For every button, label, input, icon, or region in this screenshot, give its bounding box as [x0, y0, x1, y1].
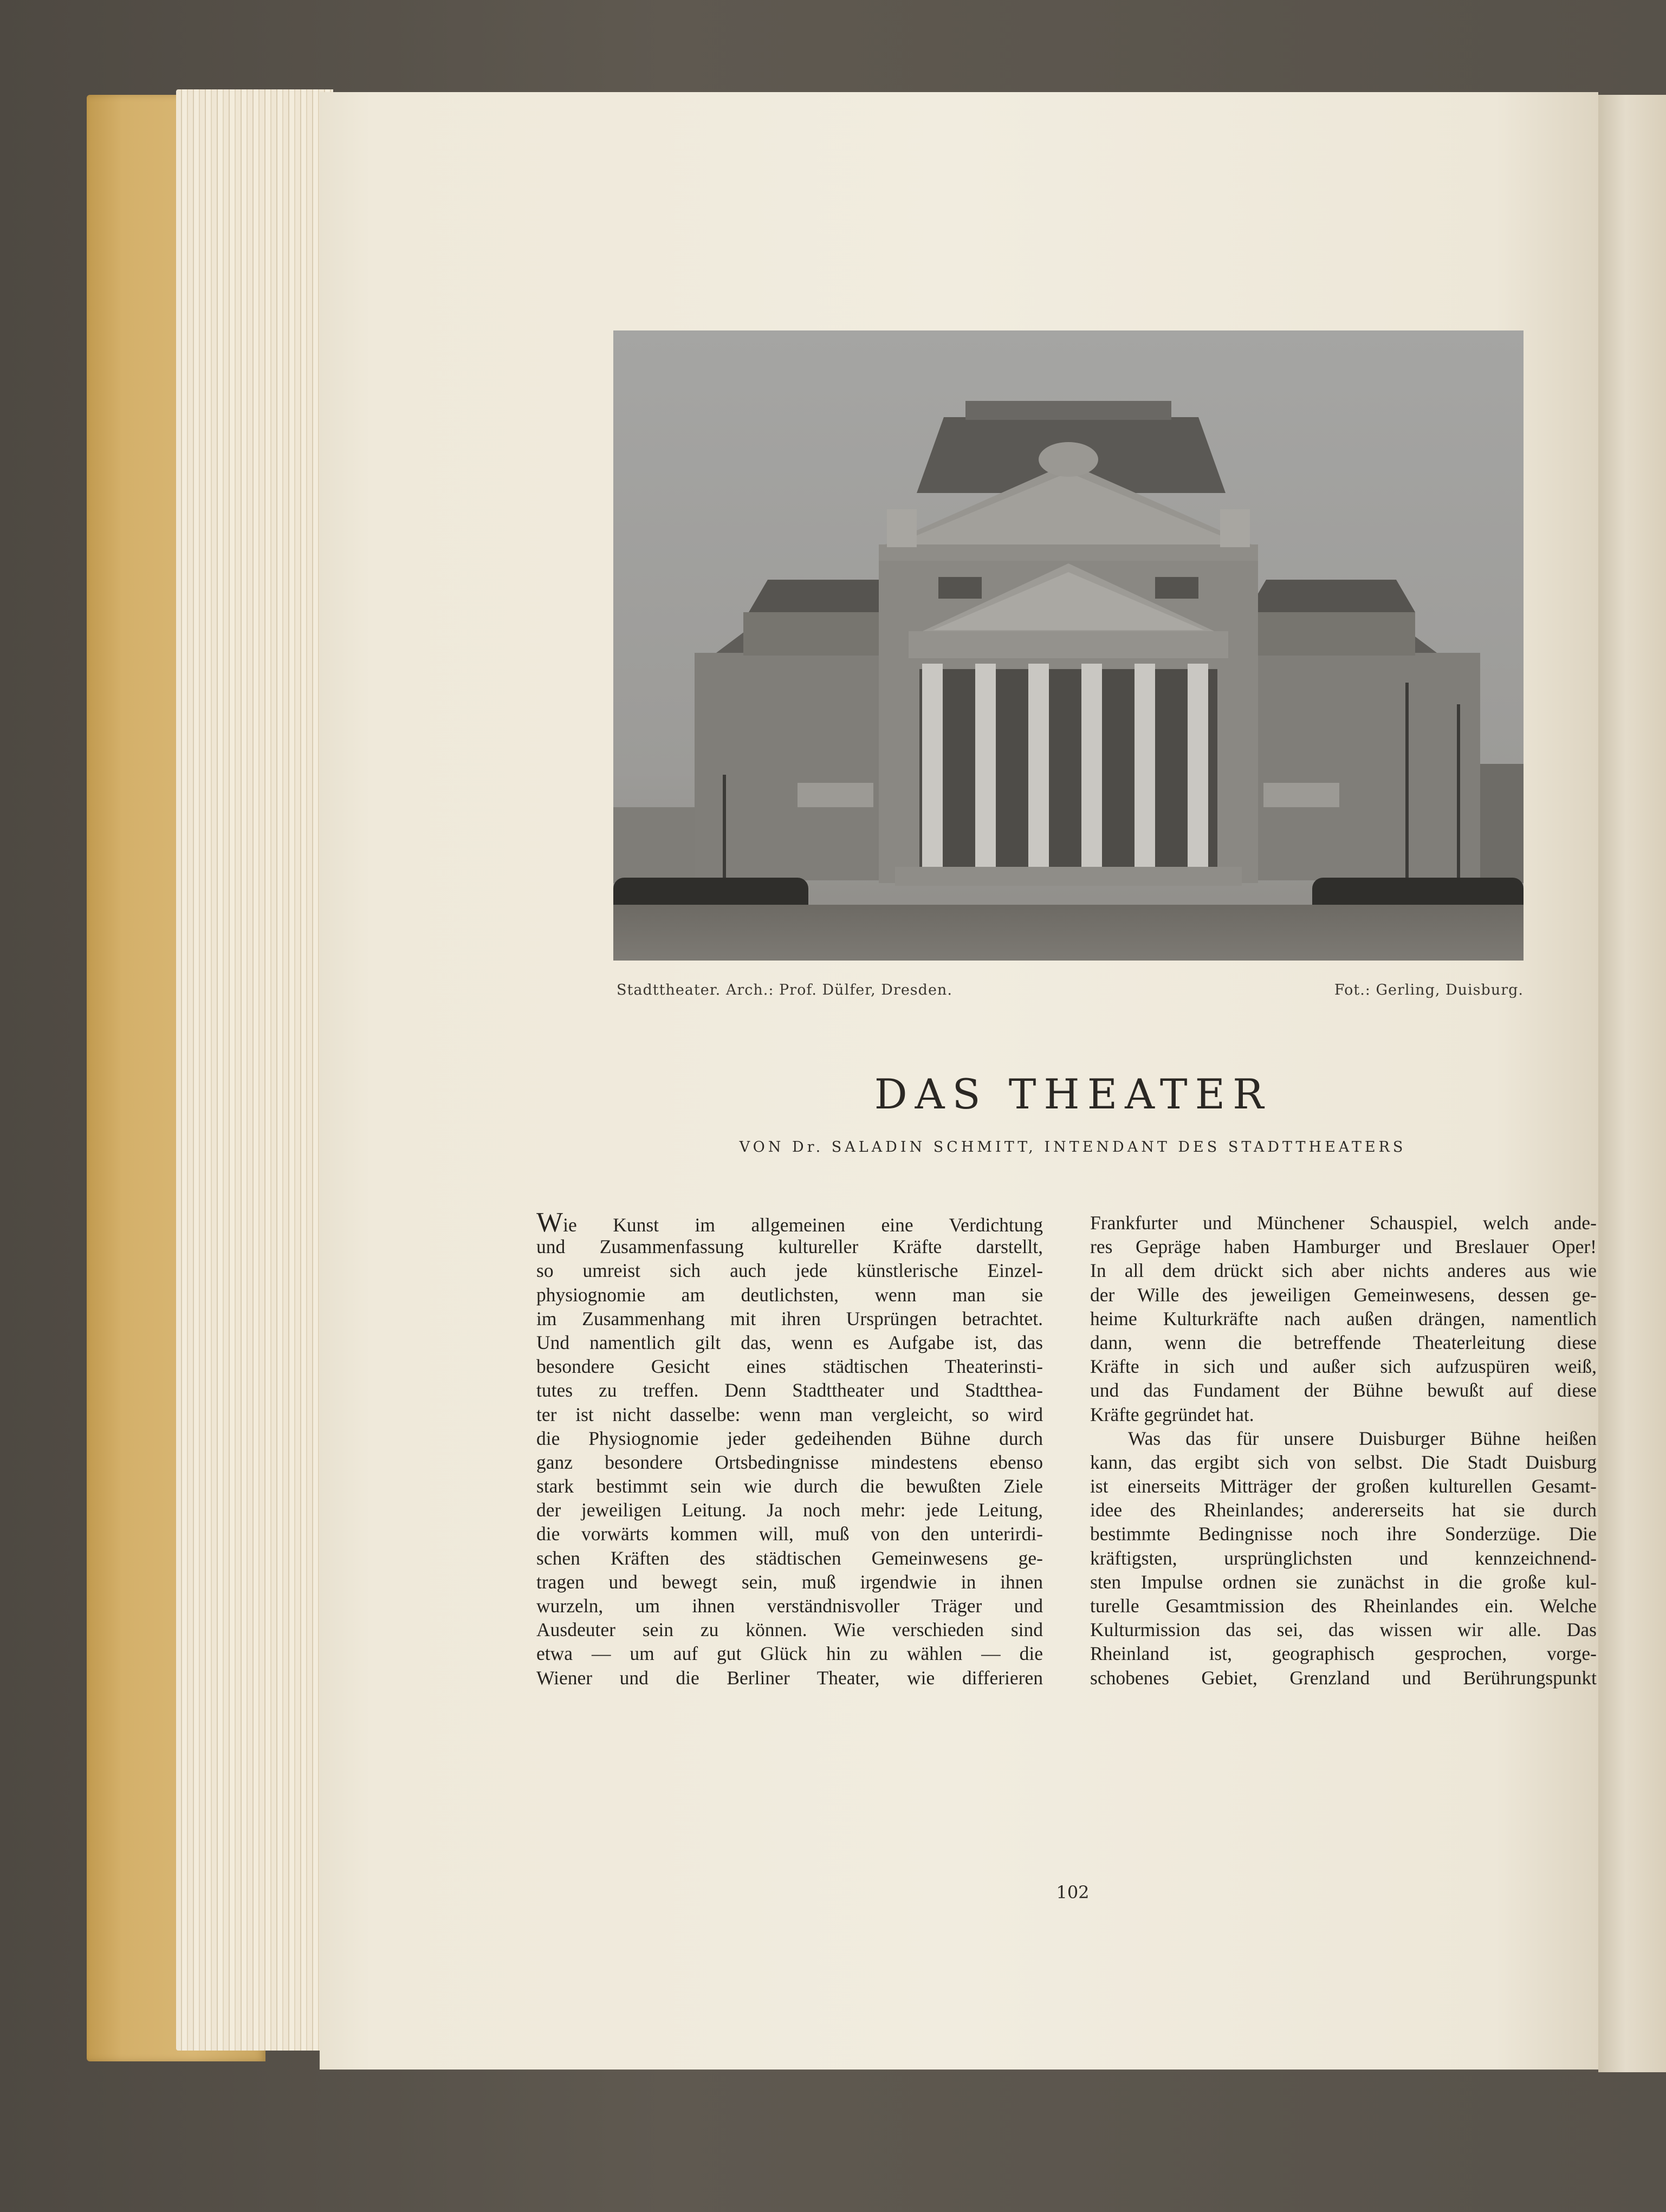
- text-line: turelle Gesamtmission des Rheinlandes ein. Welche: [1090, 1595, 1597, 1617]
- text-line: schen Kräften des städtischen Gemeinwesens ge-: [536, 1547, 1043, 1569]
- text-line: res Gepräge haben Hamburger und Breslauer Oper!: [1090, 1236, 1597, 1258]
- caption-architect: Stadttheater. Arch.: Prof. Dülfer, Dresden.: [617, 982, 952, 998]
- figure-caption: [613, 982, 1524, 1003]
- text-line: der Wille des jeweiligen Gemeinwesens, dessen ge-: [1090, 1283, 1597, 1306]
- text-line: ist einerseits Mitträger der großen kulturellen Gesamt-: [1090, 1475, 1597, 1497]
- text-line: und das Fundament der Bühne bewußt auf diese: [1090, 1379, 1597, 1402]
- text-line: der jeweiligen Leitung. Ja noch mehr: jede Leitung,: [536, 1499, 1043, 1521]
- text-line: idee des Rheinlandes; andererseits hat sie durch: [1090, 1499, 1597, 1521]
- text-line: Kulturmission das sei, das wissen wir alle. Das: [1090, 1619, 1597, 1641]
- text-line: so umreist sich auch jede künstlerische Einzel-: [536, 1260, 1043, 1282]
- text-line: Frankfurter und Münchener Schauspiel, welch ande-: [1090, 1212, 1597, 1234]
- drop-cap: W: [536, 1207, 563, 1238]
- theater-photograph: [613, 330, 1524, 961]
- text-line: Ausdeuter sein zu können. Wie verschieden sind: [536, 1619, 1043, 1641]
- text-line: besondere Gesicht eines städtischen Theaterinsti-: [536, 1355, 1043, 1378]
- text-line: die vorwärts kommen will, muß von den unterirdi-: [536, 1523, 1043, 1545]
- text-line: wurzeln, um ihnen verständnisvoller Träger und: [536, 1595, 1043, 1617]
- caption-photographer: Fot.: Gerling, Duisburg.: [1334, 982, 1524, 998]
- text-line: Und namentlich gilt das, wenn es Aufgabe ist, das: [536, 1331, 1043, 1353]
- text-line: etwa — um auf gut Glück hin zu wählen — die: [536, 1643, 1043, 1665]
- stadttheater-building-image: [613, 330, 1524, 961]
- text-line: Rheinland ist, geographisch gesprochen, vorge-: [1090, 1643, 1597, 1665]
- text-line: stark bestimmt sein wie durch die bewußten Ziele: [536, 1475, 1043, 1497]
- text-line: ter ist nicht dasselbe: wenn man vergleicht, so wird: [536, 1403, 1043, 1425]
- article-title: DAS THEATER: [874, 1070, 1272, 1118]
- text-line: die Physiognomie jeder gedeihenden Bühne durch: [536, 1427, 1043, 1449]
- text-line: Was das für unsere Duisburger Bühne heißen: [1128, 1427, 1597, 1449]
- text-line: sten Impulse ordnen sie zunächst in die große kul-: [1090, 1571, 1597, 1593]
- text-line: kann, das ergibt sich von selbst. Die Stadt Duisburg: [1090, 1451, 1597, 1473]
- text-line: im Zusammenhang mit ihren Ursprüngen betrachtet.: [536, 1307, 1043, 1329]
- text-line: schobenes Gebiet, Grenzland und Berührungspunkt: [1090, 1666, 1597, 1689]
- text-line: Wiener und die Berliner Theater, wie differieren: [536, 1666, 1043, 1689]
- text-column-right: [1090, 1211, 1597, 1690]
- page-stack-edges: [176, 89, 333, 2051]
- text-line: ganz besondere Ortsbedingnisse mindestens ebenso: [536, 1451, 1043, 1473]
- text-line: tutes zu treffen. Denn Stadttheater und Stadtthea-: [536, 1379, 1043, 1402]
- text-line: bestimmte Bedingnisse noch ihre Sonderzüge. Die: [1090, 1523, 1597, 1545]
- text-line: und Zusammenfassung kultureller Kräfte darstellt,: [536, 1236, 1043, 1258]
- article-byline: VON Dr. SALADIN SCHMITT, INTENDANT DES STADTTHEATERS: [739, 1139, 1406, 1156]
- text-line: dann, wenn die betreffende Theaterleitung diese: [1090, 1331, 1597, 1353]
- text-line: In all dem drückt sich aber nichts anderes aus wie: [1090, 1260, 1597, 1282]
- text-line: kräftigsten, ursprünglichsten und kennzeichnend-: [1090, 1547, 1597, 1569]
- page-number: 102: [1056, 1882, 1090, 1903]
- text-column-left: [536, 1207, 1043, 1690]
- facing-page-edge: [1598, 95, 1666, 2072]
- text-line: tragen und bewegt sein, muß irgendwie in ihnen: [536, 1571, 1043, 1593]
- text-line: heime Kulturkräfte nach außen drängen, namentlich: [1090, 1307, 1597, 1329]
- text-line: physiognomie am deutlichsten, wenn man sie: [536, 1283, 1043, 1306]
- text-line: Kräfte in sich und außer sich aufzuspüren weiß,: [1090, 1355, 1597, 1378]
- text-line: Kräfte gegründet hat.: [1090, 1403, 1254, 1425]
- text-line: Wie Kunst im allgemeinen eine Verdichtung: [536, 1207, 1043, 1238]
